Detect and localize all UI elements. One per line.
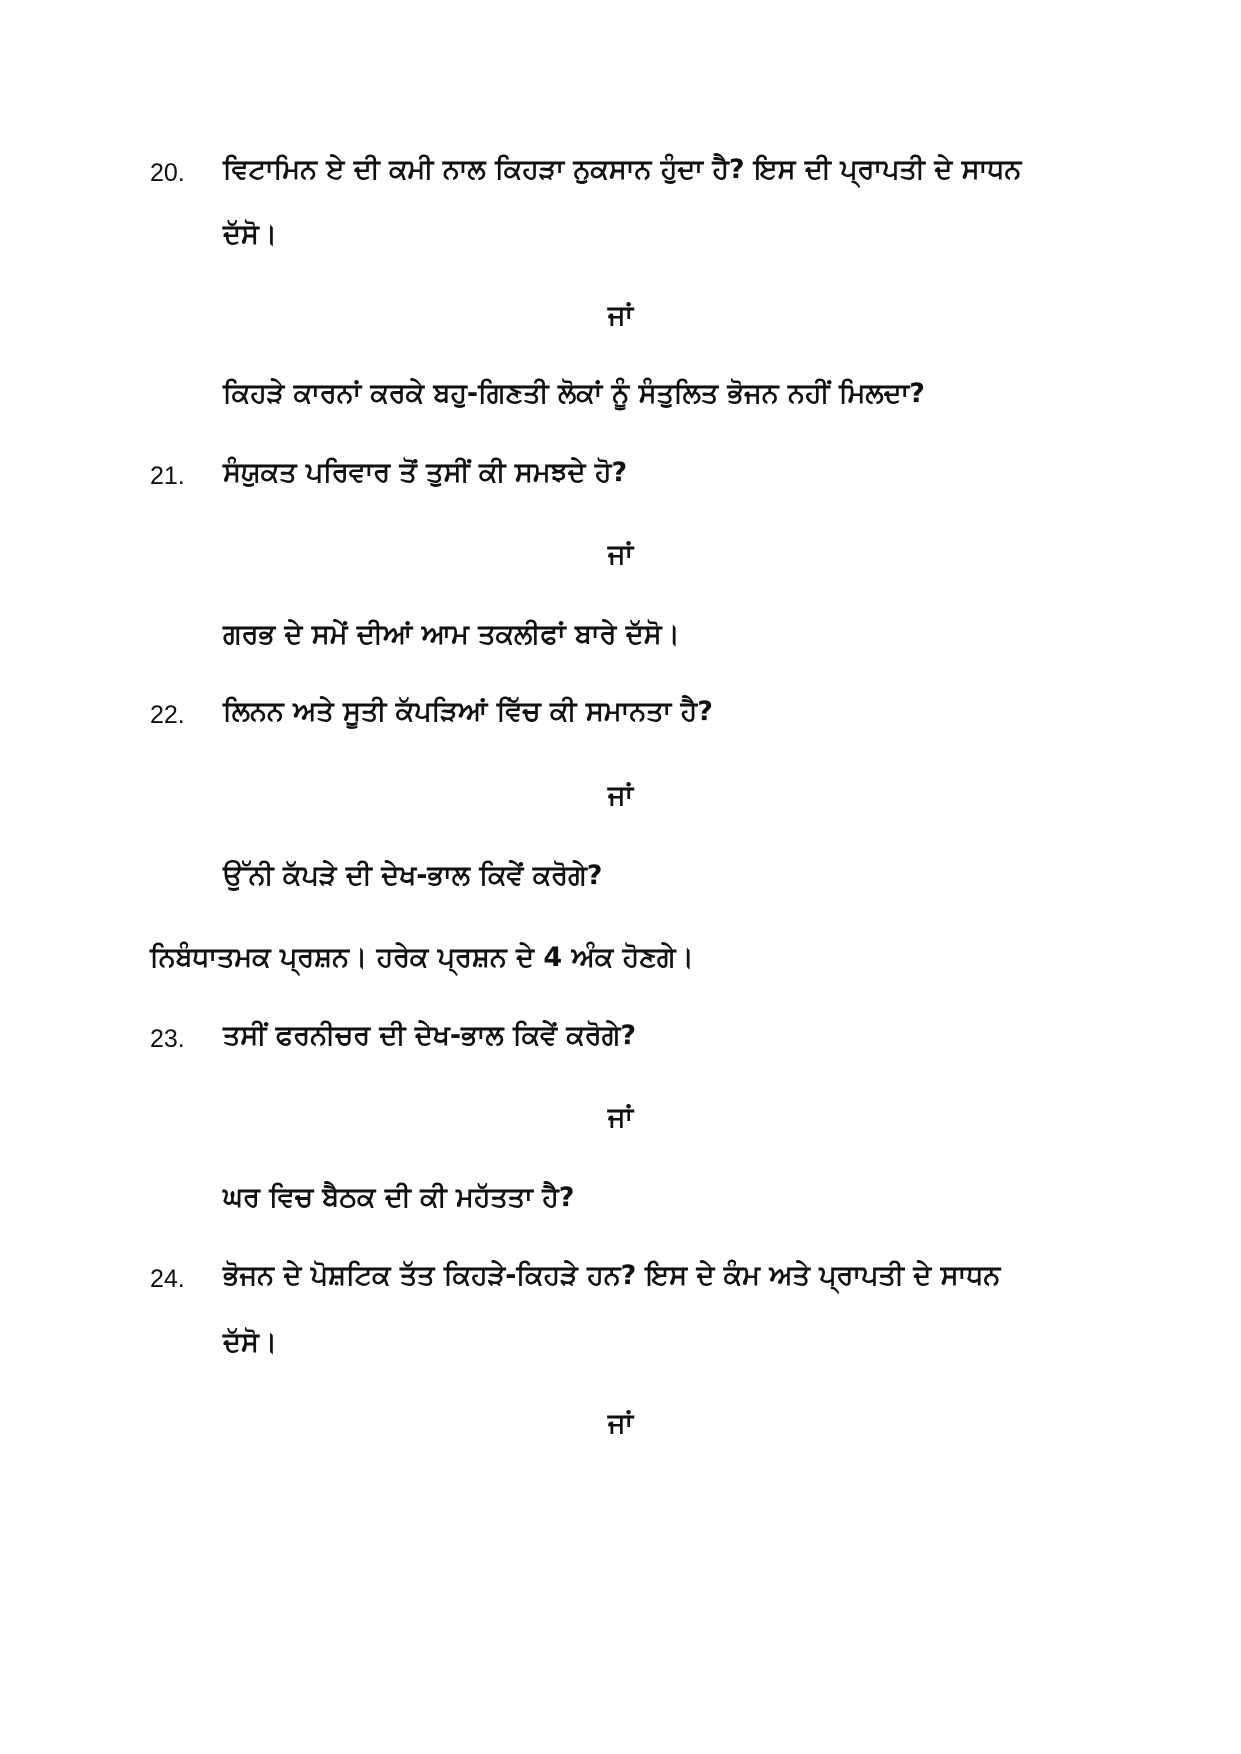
question-21-text: ਸੰਯੁਕਤ ਪਰਿਵਾਰ ਤੋਂ ਤੁਸੀਂ ਕੀ ਸਮਝਦੇ ਹੋ? — [223, 457, 628, 488]
question-21-alternative: ਗਰਭ ਦੇ ਸਮੇਂ ਦੀਆਂ ਆਮ ਤਕਲੀਫਾਂ ਬਾਰੇ ਦੱਸੋ। — [223, 619, 680, 650]
question-24-text-line1: ਭੋਜਨ ਦੇ ਪੋਸ਼ਟਿਕ ਤੱਤ ਕਿਹੜੇ-ਕਿਹੜੇ ਹਨ? ਇਸ ਦੇ ਕੰਮ ਅਤੇ ਪ੍ਰਾਪਤੀ ਦੇ ਸਾਧਨ — [223, 1260, 1001, 1291]
question-20-or: ਜਾਂ — [607, 300, 634, 331]
section-heading: ਨਿਬੰਧਾਤਮਕ ਪ੍ਰਸ਼ਨ। ਹਰੇਕ ਪ੍ਰਸ਼ਨ ਦੇ 4 ਅੰਕ ਹੋਣਗੇ। — [150, 942, 694, 973]
question-21-or: ਜਾਂ — [607, 539, 634, 570]
question-number-24: 24. — [150, 1265, 185, 1293]
question-number-22: 22. — [150, 701, 185, 729]
question-22-alternative: ਉੱਨੀ ਕੱਪੜੇ ਦੀ ਦੇਖ-ਭਾਲ ਕਿਵੇਂ ਕਰੋਗੇ? — [223, 860, 603, 891]
question-20-alternative: ਕਿਹੜੇ ਕਾਰਨਾਂ ਕਰਕੇ ਬਹੁ-ਗਿਣਤੀ ਲੋਕਾਂ ਨੂੰ ਸੰਤੁਲਿਤ ਭੋਜਨ ਨਹੀਂ ਮਿਲਦਾ? — [223, 378, 925, 409]
question-20-text-line2: ਦੱਸੋ। — [223, 219, 278, 250]
question-24-or: ਜਾਂ — [607, 1408, 634, 1439]
question-number-23: 23. — [150, 1025, 185, 1053]
question-23-text: ਤਸੀਂ ਫਰਨੀਚਰ ਦੀ ਦੇਖ-ਭਾਲ ਕਿਵੇਂ ਕਰੋਗੇ? — [223, 1020, 637, 1051]
question-24-text-line2: ਦੱਸੋ। — [223, 1327, 278, 1358]
question-23-or: ਜਾਂ — [607, 1102, 634, 1133]
question-22-text: ਲਿਨਨ ਅਤੇ ਸੂਤੀ ਕੱਪੜਿਆਂ ਵਿੱਚ ਕੀ ਸਮਾਨਤਾ ਹੈ? — [223, 696, 713, 727]
question-number-21: 21. — [150, 462, 185, 490]
question-number-20: 20. — [150, 159, 185, 187]
question-22-or: ਜਾਂ — [607, 780, 634, 811]
question-23-alternative: ਘਰ ਵਿਚ ਬੈਠਕ ਦੀ ਕੀ ਮਹੱਤਤਾ ਹੈ? — [223, 1182, 575, 1213]
question-20-text-line1: ਵਿਟਾਮਿਨ ਏ ਦੀ ਕਮੀ ਨਾਲ ਕਿਹੜਾ ਨੁਕਸਾਨ ਹੁੰਦਾ ਹੈ? ਇਸ ਦੀ ਪ੍ਰਾਪਤੀ ਦੇ ਸਾਧਨ — [223, 154, 1022, 185]
